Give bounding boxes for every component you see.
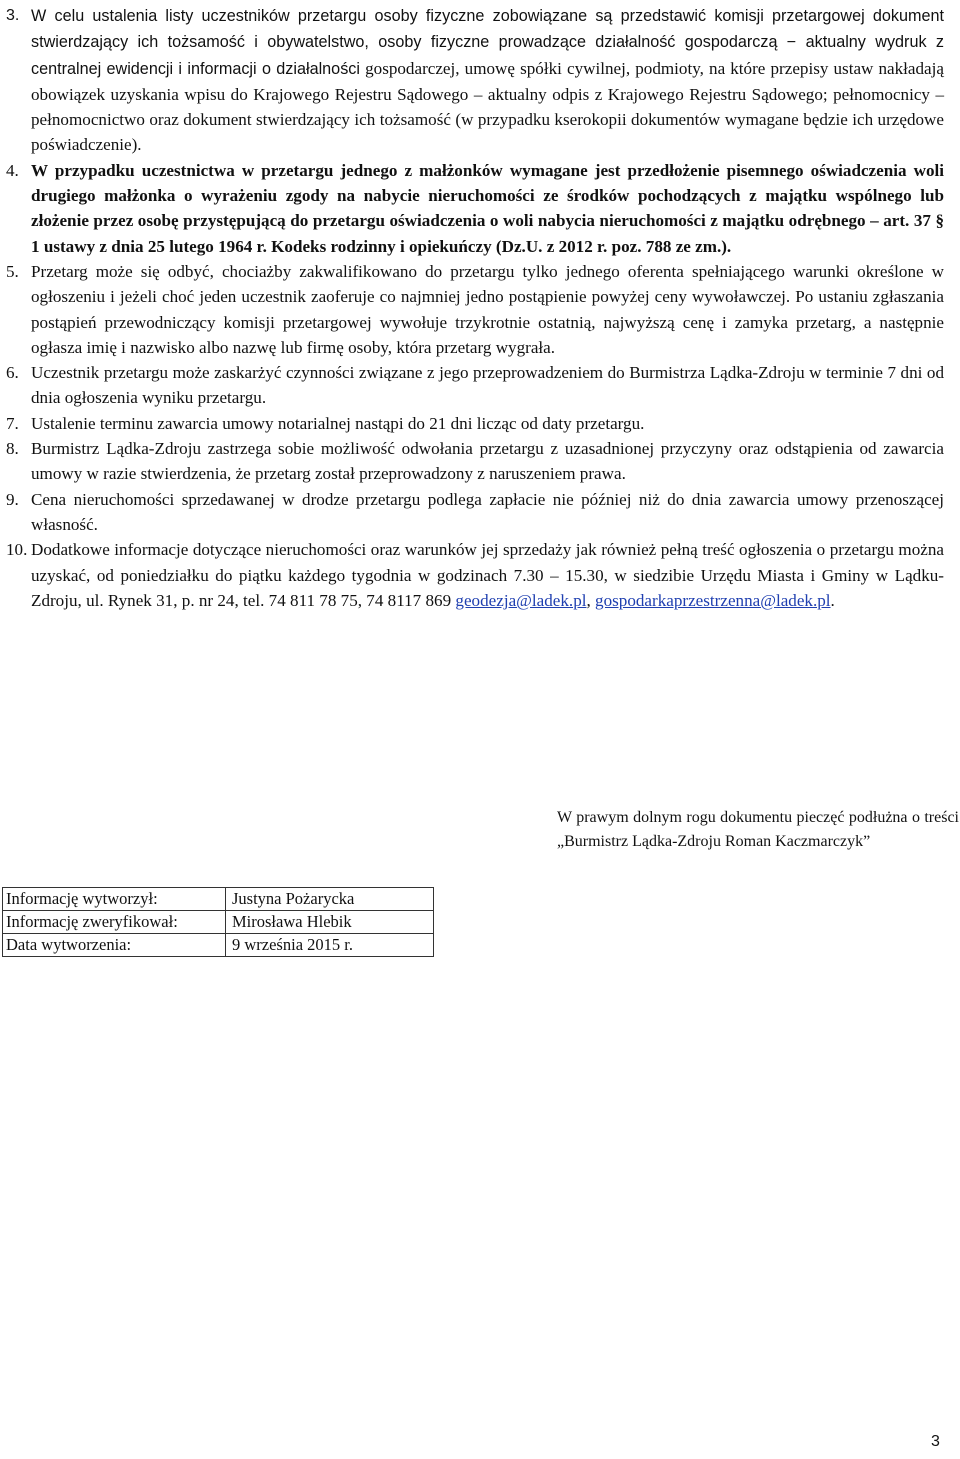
item-number: 5. [6,261,19,281]
item-text: Dodatkowe informacje dotyczące nieruchomości oraz warunków jej sprzedaży jak również pełną treść ogłoszenia o przetargu można uzyskać, od poniedziałku do piątku każdego tygodnia w godzinach 7.30 – 15.30, w siedzibie Urzędu Miasta i Gminy w Lądku-Zdroju, ul. Rynek 31, p. nr 24, tel. 74 811 78 75, 74 8117 869 [31,540,944,610]
table-row [3,888,434,911]
info-table [2,887,434,957]
item-number: 7. [6,413,19,433]
item-text-continued: gospodarczej, umowę spółki cywilnej, podmioty, na które przepisy ustaw nakładają obowiązek uzyskania wpisu do Krajowego Rejestru Sądowego – aktualny odpis z Krajowego Rejestru Sądowego; pełnomocnicy – pełnomocnictwo oraz dokument stwierdzający ich tożsamość (w przypadku kserokopii dokumentów wymagane będzie ich urzędowe poświadczenie). [31,58,944,155]
info-value: 9 września 2015 r. [226,934,434,957]
email-link-geodezja[interactable]: geodezja@ladek.pl [455,590,587,610]
item-number: 8. [6,439,19,459]
info-value: Mirosława Hlebik [226,911,434,934]
item-text: Burmistrz Lądka-Zdroju zastrzega sobie możliwość odwołania przetargu z uzasadnionej przyczyny oraz odstąpienia od zawarcia umowy w razie stwierdzenia, że przetarg został przeprowadzony z naruszeniem prawa. [31,439,944,484]
item-number: 9. [6,489,19,509]
item-text: Uczestnik przetargu może zaskarżyć czynności związane z jego przeprowadzeniem do Burmistrza Lądka-Zdroju w terminie 7 dni od dnia ogłoszenia wyniku przetargu. [31,363,944,408]
info-label: Data wytworzenia: [3,934,226,957]
numbered-list [6,3,944,613]
item-number: 6. [6,363,19,383]
list-item-8 [6,436,944,487]
table-row [3,934,434,957]
list-item-3 [6,3,944,158]
item-number: 4. [6,160,19,180]
item-text: Przetarg może się odbyć, chociażby zakwalifikowano do przetargu tylko jednego oferenta spełniającego warunki określone w ogłoszeniu i jeżeli choć jeden uczestnik zaoferuje co najmniej jedno postąpienie powyżej ceny wywoławczej. Po ustaniu zgłaszania postąpień przewodniczący komisji przetargowej wywołuje trzykrotnie ostatnią, najwyższą cenę i zamyka przetarg, a następnie ogłasza imię i nazwisko albo nazwę lub firmę osoby, która przetarg wygrała. [31,261,944,357]
list-item-10 [6,537,944,613]
list-item-7 [6,411,944,436]
stamp-note: W prawym dolnym rogu dokumentu pieczęć podłużna o treści „Burmistrz Lądka-Zdroju Roman Kaczmarczyk” [557,809,959,850]
item-text: Ustalenie terminu zawarcia umowy notarialnej nastąpi do 21 dni licząc od daty przetargu. [31,413,645,433]
item-text: W przypadku uczestnictwa w przetargu jednego z małżonków wymagane jest przedłożenie pisemnego oświadczenia woli drugiego małżonka o wyrażeniu zgody na nabycie nieruchomości ze środków pochodzących z majątku wspólnego lub złożenie przez osobę przystępującą do przetargu oświadczenia o woli nabycia nieruchomości z majątku odrębnego – art. 37 § 1 ustawy z dnia 25 lutego 1964 r. Kodeks rodzinny i opiekuńczy (Dz.U. z 2012 r. poz. 788 ze zm.). [31,160,944,256]
list-item-9 [6,487,944,538]
info-value: Justyna Pożarycka [226,888,434,911]
item-text: Cena nieruchomości sprzedawanej w drodze przetargu podlega zapłacie nie później niż do dnia zawarcia umowy przenoszącej własność. [31,489,944,534]
list-item-6 [6,360,944,411]
list-item-5 [6,259,944,360]
info-label: Informację wytworzył: [3,888,226,911]
item-number: 10. [6,540,28,560]
item-number: 3. [6,7,20,24]
info-label: Informację zweryfikował: [3,911,226,934]
separator: , [586,590,596,610]
page-number: 3 [931,1433,940,1450]
end-punct: . [830,590,835,610]
item-text: W celu ustalenia listy uczestników przetargu osoby fizyczne zobowiązane są przedstawić komisji przetargowej dokument stwierdzający ich tożsamość i obywatelstwo, osoby fizyczne prowadzące działalność gospodarczą − aktualny wydruk z centralnej ewidencji i informacji o działalności [31,7,944,78]
email-link-gospodarka[interactable]: gospodarkaprzestrzenna@ladek.pl [595,590,831,610]
list-item-4 [6,158,944,259]
table-row [3,911,434,934]
